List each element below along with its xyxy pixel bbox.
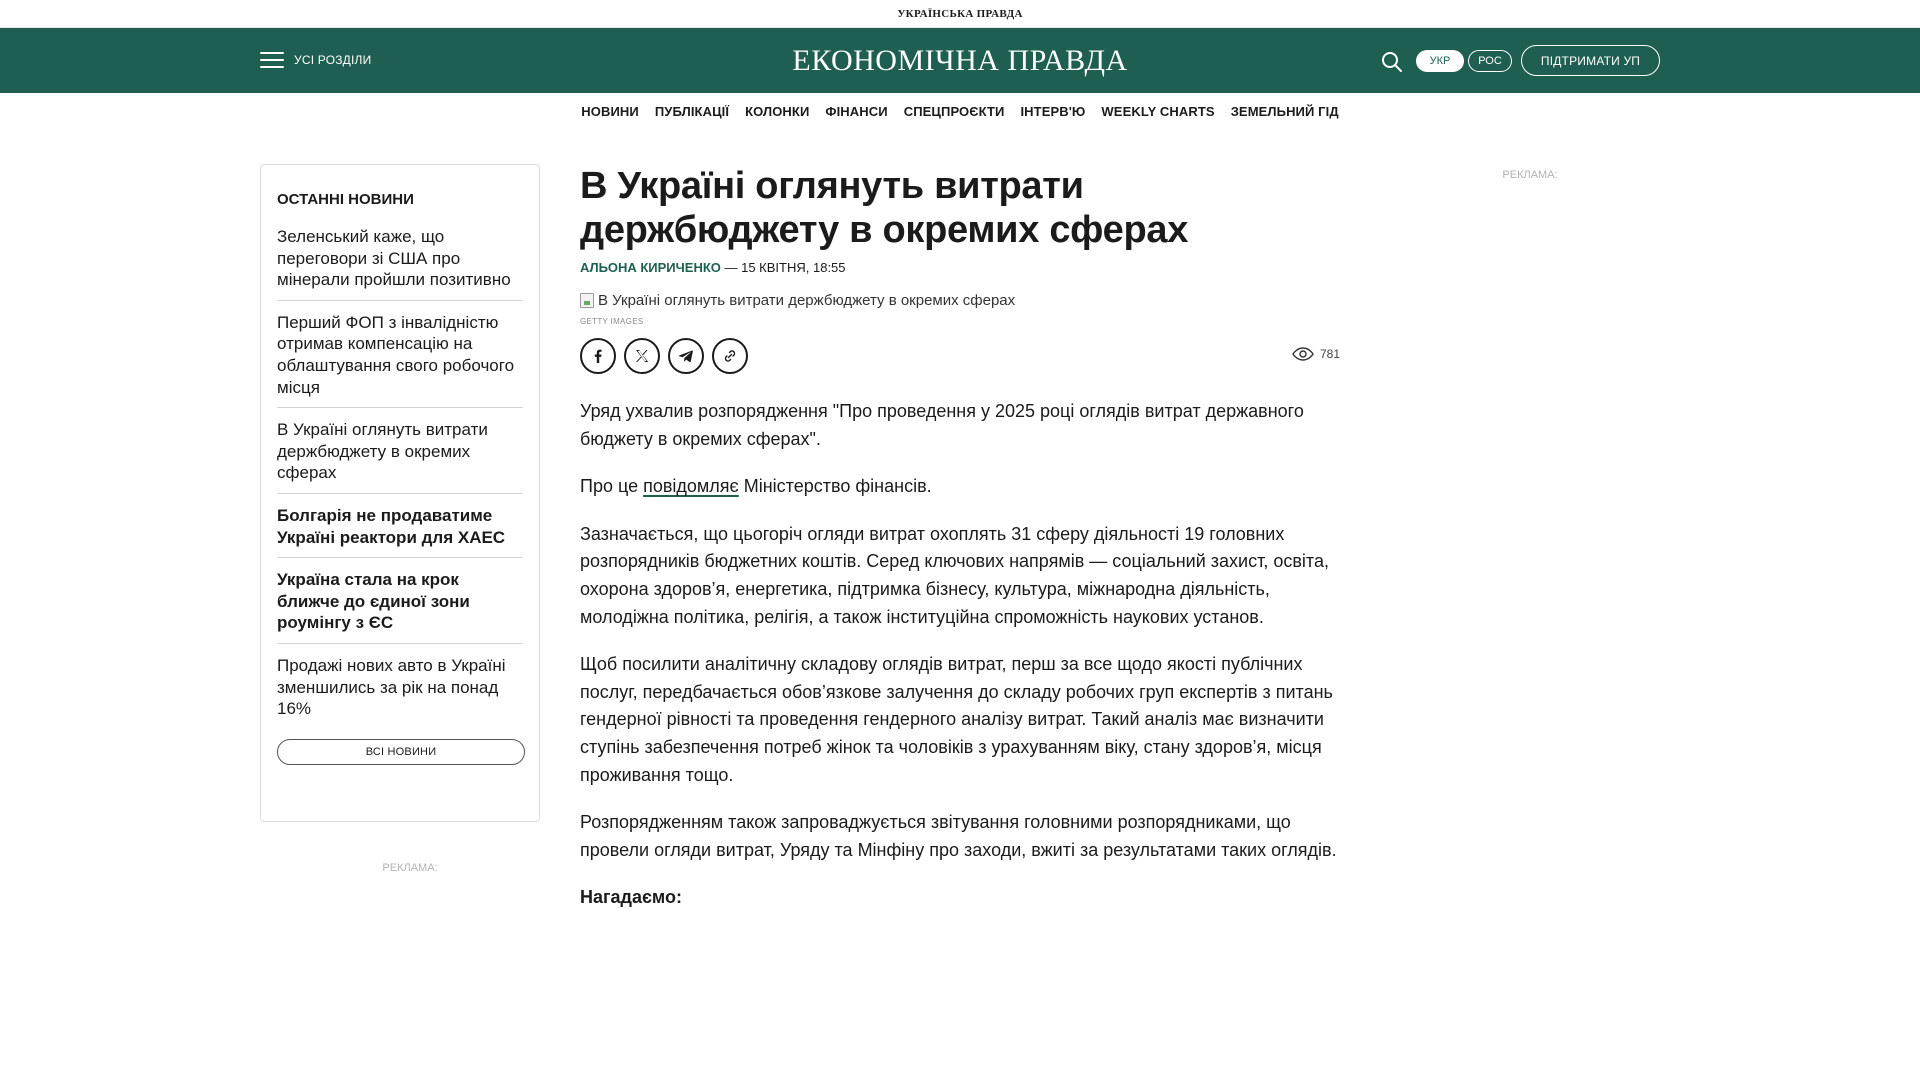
paragraph-text: Про це bbox=[580, 476, 644, 497]
share-row bbox=[580, 338, 1340, 374]
telegram-icon bbox=[678, 348, 694, 364]
hamburger-icon bbox=[260, 52, 284, 68]
lang-ros-button[interactable]: РОС bbox=[1468, 50, 1512, 72]
reminder-heading: Нагадаємо: bbox=[580, 887, 682, 908]
telegram-share-button[interactable] bbox=[668, 338, 704, 374]
brand-small-logo[interactable]: УКРАЇНСЬКА ПРАВДА bbox=[897, 7, 1023, 20]
paragraph bbox=[580, 473, 1340, 501]
news-item[interactable]: Україна стала на крок ближче до єдиної зони роумінгу з ЄС bbox=[277, 558, 523, 644]
all-news-button[interactable]: ВСІ НОВИНИ bbox=[277, 739, 525, 765]
news-item[interactable]: Зеленський каже, що переговори зі США про мінерали пройшли позитивно bbox=[277, 220, 523, 301]
nav-item-publications[interactable]: ПУБЛІКАЦІЇ bbox=[654, 104, 730, 119]
lang-ukr-button[interactable]: УКР bbox=[1416, 50, 1464, 72]
sidebar-title: ОСТАННІ НОВИНИ bbox=[277, 191, 414, 208]
views-counter bbox=[1292, 347, 1340, 361]
latest-news-sidebar bbox=[260, 164, 540, 822]
x-share-button[interactable] bbox=[624, 338, 660, 374]
copy-link-button[interactable] bbox=[712, 338, 748, 374]
article-body bbox=[580, 398, 1340, 912]
ad-label-left: РЕКЛАМА: bbox=[382, 862, 438, 874]
x-icon bbox=[634, 348, 650, 364]
news-item[interactable]: Перший ФОП з інвалідністю отримав компенсацію на облаштування свого робочого місця bbox=[277, 301, 523, 408]
paragraph: Щоб посилити аналітичну складову оглядів витрат, перш за все щодо якості публічних послуг, передбачається обов’язкове залучення до складу робочих груп експертів з питань гендерної рівності та проведення гендерного аналізу витрат. Такий аналіз має визначити ступінь забезпечення потреб жінок та чоловіків з урахуванням віку, стану здоров’я, місця проживання тощо. bbox=[580, 654, 1333, 785]
site-header bbox=[0, 28, 1920, 93]
eye-icon bbox=[1292, 347, 1314, 361]
broken-image-icon bbox=[580, 293, 594, 308]
paragraph: Зазначається, що цьогоріч огляди витрат охоплять 31 сферу діяльності 19 головних розпорядників бюджетних коштів. Серед ключових напрямів — соціальний захист, освіта, охорона здоров’я, енергетика, підтримка бізнесу, культура, міжнародна діяльність, молодіжна політика, релігія, а також інституційна спроможність наукових установ. bbox=[580, 523, 1329, 627]
nav-item-specprojects[interactable]: СПЕЦПРОЄКТИ bbox=[903, 104, 1005, 119]
all-sections-button[interactable] bbox=[260, 48, 371, 72]
support-button[interactable]: ПІДТРИМАТИ УП bbox=[1521, 45, 1660, 76]
nav-item-finance[interactable]: ФІНАНСИ bbox=[825, 104, 888, 119]
paragraph: Розпорядженням також запроваджується звітування головними розпорядниками, що провели огляди витрат, Уряду та Мінфіну про заходи, вжиті за результатами таких оглядів. bbox=[580, 812, 1337, 860]
image-credit: GETTY IMAGES bbox=[580, 317, 644, 326]
article-image bbox=[580, 292, 1340, 309]
paragraph: Уряд ухвалив розпорядження "Про проведення у 2025 році оглядів витрат державного бюджету в окремих сферах". bbox=[580, 401, 1304, 449]
publish-date: — 15 КВІТНЯ, 18:55 bbox=[724, 260, 846, 275]
all-sections-label: УСІ РОЗДІЛИ bbox=[294, 53, 372, 67]
article-title: В Україні оглянуть витрати держбюджету в окремих сферах bbox=[580, 165, 1189, 251]
nav-item-interview[interactable]: ІНТЕРВ'Ю bbox=[1020, 104, 1086, 119]
source-link[interactable]: повідомляє bbox=[643, 476, 739, 497]
site-logo[interactable]: ЕКОНОМІЧНА ПРАВДА bbox=[792, 44, 1128, 77]
main-nav bbox=[0, 104, 1920, 124]
link-icon bbox=[722, 348, 738, 364]
author-link[interactable]: АЛЬОНА КИРИЧЕНКО bbox=[580, 260, 721, 275]
search-icon[interactable] bbox=[1380, 50, 1404, 74]
views-count: 781 bbox=[1319, 347, 1340, 361]
news-item[interactable]: В Україні оглянуть витрати держбюджету в окремих сферах bbox=[277, 408, 523, 494]
nav-item-weekly-charts[interactable]: WEEKLY CHARTS bbox=[1101, 104, 1215, 119]
news-item[interactable]: Болгарія не продаватиме Україні реактори для ХАЕС bbox=[277, 494, 523, 558]
news-item[interactable]: Продажі нових авто в Україні зменшились за рік на понад 16% bbox=[277, 655, 506, 719]
nav-item-columns[interactable]: КОЛОНКИ bbox=[745, 104, 810, 119]
facebook-share-button[interactable] bbox=[580, 338, 616, 374]
nav-item-land-guide[interactable]: ЗЕМЕЛЬНИЙ ГІД bbox=[1230, 104, 1339, 119]
nav-item-news[interactable]: НОВИНИ bbox=[581, 104, 639, 119]
article bbox=[580, 164, 1340, 932]
image-alt-text: В Україні оглянуть витрати держбюджету в окремих сферах bbox=[598, 292, 1016, 309]
top-brand-bar bbox=[0, 0, 1920, 28]
ad-label-right: РЕКЛАМА: bbox=[1502, 169, 1558, 181]
facebook-icon bbox=[590, 348, 606, 364]
byline bbox=[580, 260, 1340, 275]
paragraph-text: Міністерство фінансів. bbox=[738, 476, 932, 497]
